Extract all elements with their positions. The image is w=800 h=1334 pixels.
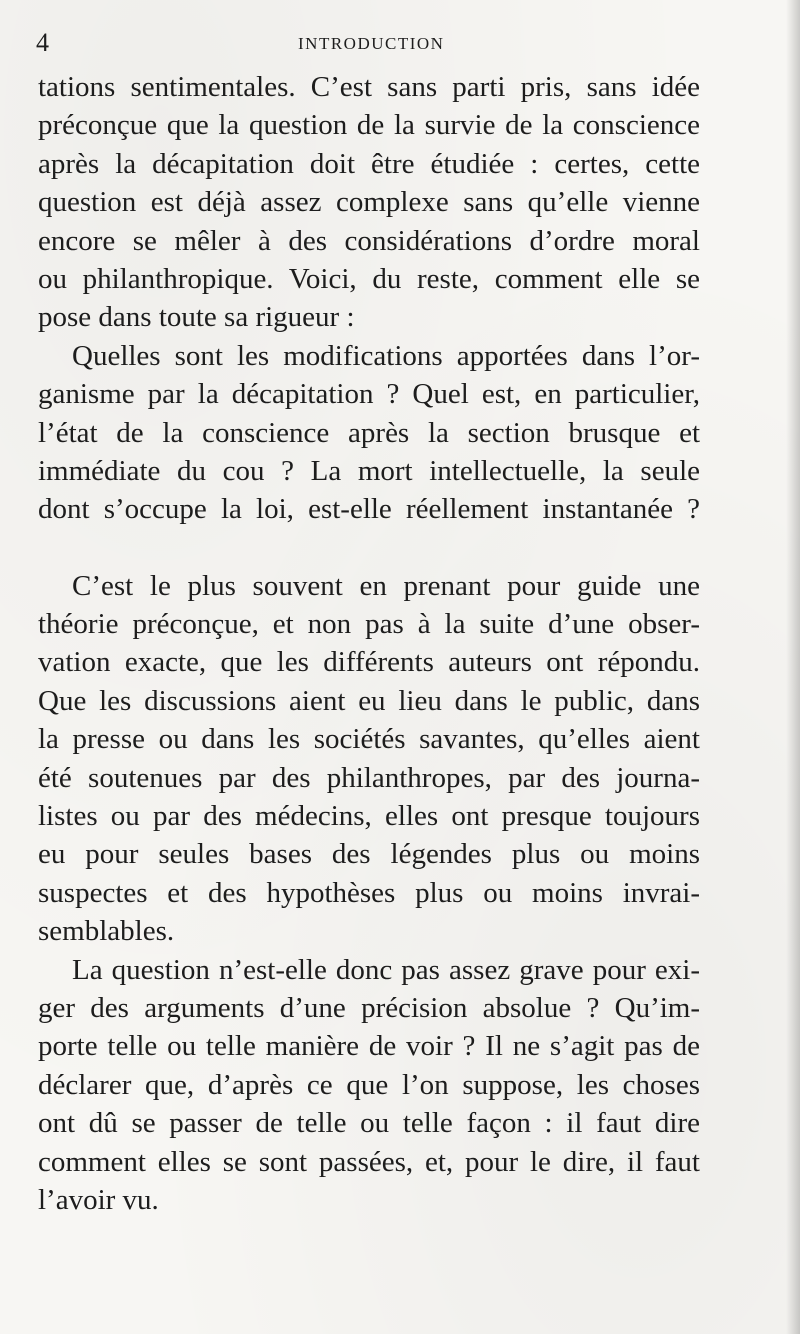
- text-line: immédiate du cou ? La mort intellectuelle, la seule: [38, 454, 700, 487]
- text-line: listes ou par des médecins, elles ont presque toujours: [38, 800, 700, 833]
- text-line: ou philanthropique. Voici, du reste, comment elle se: [38, 262, 700, 295]
- page-edge-shadow: [786, 0, 800, 1334]
- text-line: été soutenues par des philanthropes, par des journa-: [38, 761, 700, 794]
- body-text: [38, 68, 700, 1219]
- paragraph: [38, 68, 700, 337]
- text-line: comment elles se sont passées, et, pour le dire, il faut: [38, 1145, 700, 1178]
- paragraph: [38, 951, 700, 1220]
- page-header: [0, 28, 800, 58]
- text-line: vation exacte, que les différents auteurs ont répondu.: [38, 646, 700, 679]
- text-line: théorie préconçue, et non pas à la suite d’une obser-: [38, 608, 700, 641]
- text-line: suspectes et des hypothèses plus ou moins invrai-: [38, 876, 700, 909]
- text-line: La question n’est-elle donc pas assez grave pour exi-: [72, 953, 700, 986]
- text-line: eu pour seules bases des légendes plus ou moins: [38, 838, 700, 871]
- text-line: ganisme par la décapitation ? Quel est, en particulier,: [38, 378, 700, 411]
- text-line: C’est le plus souvent en prenant pour guide une: [72, 569, 700, 602]
- text-line: déclarer que, d’après ce que l’on suppose, les choses: [38, 1068, 700, 1101]
- text-line: préconçue que la question de la survie de la conscience: [38, 109, 700, 142]
- paragraph: [38, 567, 700, 951]
- text-line: la presse ou dans les sociétés savantes, qu’elles aient: [38, 723, 700, 756]
- text-line: porte telle ou telle manière de voir ? Il ne s’agit pas de: [38, 1030, 700, 1063]
- text-line: Quelles sont les modifications apportées dans l’or-: [72, 339, 700, 372]
- text-line: après la décapitation doit être étudiée : certes, cette: [38, 147, 700, 180]
- page-number: 4: [36, 28, 49, 57]
- text-line: Que les discussions aient eu lieu dans le public, dans: [38, 684, 700, 717]
- text-line: tations sentimentales. C’est sans parti pris, sans idée: [38, 71, 700, 103]
- paragraph-gap: [38, 529, 700, 567]
- running-title: INTRODUCTION: [298, 34, 445, 53]
- text-line: l’avoir vu.: [38, 1183, 159, 1216]
- text-line: l’état de la conscience après la section brusque et: [38, 416, 700, 449]
- text-line: ger des arguments d’une précision absolue ? Qu’im-: [38, 991, 700, 1024]
- text-line: semblables.: [38, 915, 175, 948]
- text-line: dont s’occupe la loi, est-elle réellement instantanée ?: [38, 493, 700, 526]
- text-line: question est déjà assez complexe sans qu’elle vienne: [38, 186, 700, 219]
- text-line: pose dans toute sa rigueur :: [38, 301, 355, 334]
- text-line: ont dû se passer de telle ou telle façon : il faut dire: [38, 1107, 700, 1140]
- paragraph: [38, 337, 700, 529]
- text-line: encore se mêler à des considérations d’ordre moral: [38, 224, 700, 257]
